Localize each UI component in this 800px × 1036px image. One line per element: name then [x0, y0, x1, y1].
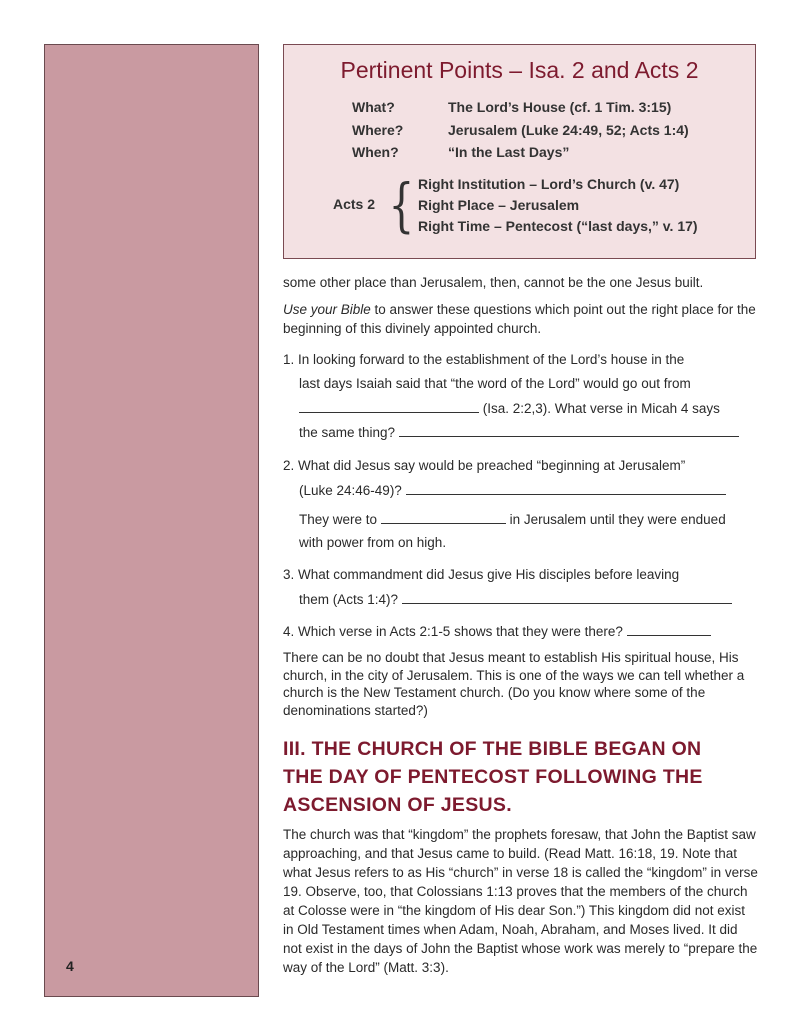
- when-label: When?: [352, 144, 399, 160]
- q1-line2: last days Isaiah said that “the word of the Lord” would go out from: [299, 376, 691, 391]
- q2-line3-before: They were to: [299, 512, 378, 527]
- q3-line1: 3. What commandment did Jesus give His disciples before leaving: [283, 567, 680, 582]
- page-number: 4: [66, 958, 74, 974]
- q1-line4: [299, 424, 739, 440]
- what-row: [352, 99, 671, 115]
- acts-item-place: Right Place – Jerusalem: [418, 197, 580, 213]
- q4-answer-blank[interactable]: [627, 623, 711, 636]
- q1-answer-blank-2[interactable]: [399, 424, 739, 437]
- q1-line1: 1. In looking forward to the establishment of the Lord’s house in the: [283, 352, 685, 367]
- q1-line3-text: (Isa. 2:2,3). What verse in Micah 4 says: [482, 401, 720, 416]
- section-heading-line3: ASCENSION OF JESUS.: [283, 794, 512, 816]
- sidebar-panel: [44, 44, 259, 997]
- q1-line3: [299, 400, 720, 416]
- q2-line2: [299, 482, 726, 498]
- section-heading-line1: III. THE CHURCH OF THE BIBLE BEGAN ON: [283, 738, 702, 760]
- acts-item-time: Right Time – Pentecost (“last days,” v. 17): [418, 218, 698, 234]
- q4-line1-text: 4. Which verse in Acts 2:1-5 shows that they were there?: [283, 624, 623, 639]
- when-value: “In the Last Days”: [448, 144, 570, 160]
- when-row: [352, 144, 569, 160]
- where-value: Jerusalem (Luke 24:49, 52; Acts 1:4): [448, 122, 689, 138]
- q3-line2-text: them (Acts 1:4)?: [299, 592, 399, 607]
- q3-answer-blank[interactable]: [402, 591, 732, 604]
- paragraph-kingdom: The church was that “kingdom” the prophets foresaw, that John the Baptist saw approaching, and that Jesus came to build. (Read Matt. 16:18, 19. Note that what Jesus refers to as His “church” in verse 18 is called the “kingdom” in verse 19. Observe, too, that Colossians 1:13 proves that the members of the church at Colosse were in “the kingdom of His dear Son.”) This kingdom did not exist in Old Testament times when Adam, Noah, Abraham, and Moses lived. It did not exist in the days of John the Baptist whose work was merely to “prepare the way of the Lord” (Matt. 3:3).: [283, 827, 758, 975]
- intro-italic: Use your Bible: [283, 302, 371, 317]
- q2-line4: with power from on high.: [299, 535, 447, 550]
- q1-answer-blank-1[interactable]: [299, 400, 479, 413]
- what-label: What?: [352, 99, 395, 115]
- q2-line3-after: in Jerusalem until they were endued: [509, 512, 726, 527]
- q2-line2-text: (Luke 24:46-49)?: [299, 483, 402, 498]
- pertinent-points-box: [283, 44, 756, 259]
- continuation-line: some other place than Jerusalem, then, cannot be the one Jesus built.: [283, 275, 704, 290]
- section-heading-line2: THE DAY OF PENTECOST FOLLOWING THE: [283, 766, 703, 788]
- q1-line4-text: the same thing?: [299, 425, 396, 440]
- q4-line1: [283, 623, 711, 639]
- where-row: [352, 122, 689, 138]
- acts2-label: Acts 2: [333, 196, 376, 212]
- q2-answer-blank-1[interactable]: [406, 482, 726, 495]
- what-value: The Lord’s House (cf. 1 Tim. 3:15): [448, 99, 672, 115]
- curly-brace-icon: {: [388, 171, 415, 239]
- where-label: Where?: [352, 122, 404, 138]
- q3-line2: [299, 591, 732, 607]
- intro-rest: to answer these questions which point out the right place for the beginning of this divinely appointed church.: [283, 302, 756, 336]
- paragraph-no-doubt: There can be no doubt that Jesus meant to establish His spiritual house, His church, in the city of Jerusalem. This is one of the ways we can tell whether a church is the New Testament church. (Do you know where some of the denominations started?): [283, 650, 745, 718]
- q2-line1: 2. What did Jesus say would be preached “beginning at Jerusalem”: [283, 458, 686, 473]
- callout-title: Pertinent Points – Isa. 2 and Acts 2: [340, 57, 699, 83]
- intro-paragraph: [283, 300, 758, 338]
- acts-item-institution: Right Institution – Lord’s Church (v. 47): [418, 176, 680, 192]
- q2-answer-blank-2[interactable]: [381, 511, 506, 524]
- q2-line3: [299, 511, 726, 527]
